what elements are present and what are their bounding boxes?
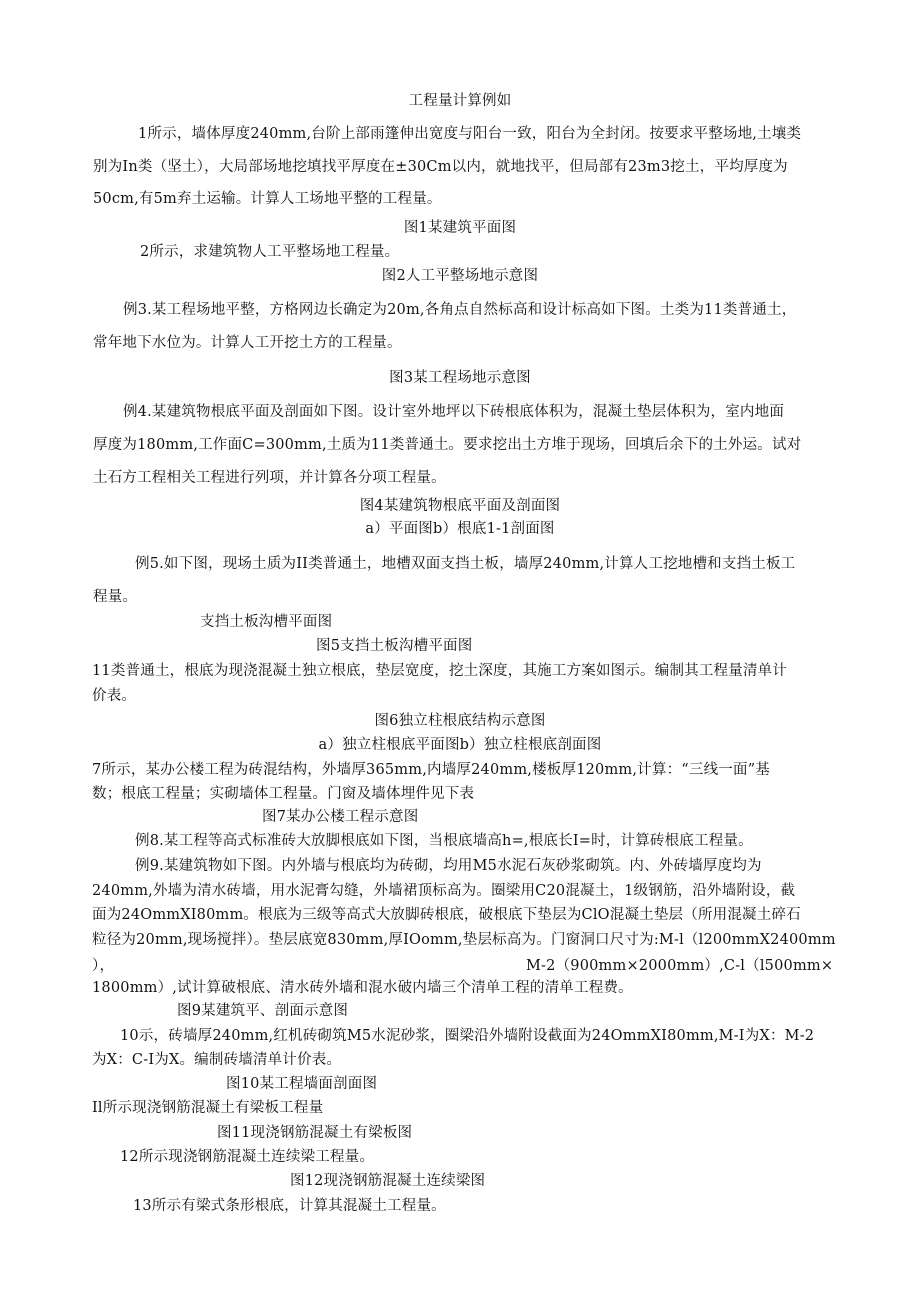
figure-caption: 图5支挡土板沟槽平面图 bbox=[316, 638, 473, 654]
text-line: 为X：C-I为X。编制砖墙清单计价表。 bbox=[92, 1052, 342, 1068]
text-line: Il所示现浇钢筋混凝土有梁板工程量 bbox=[92, 1100, 324, 1116]
text-line: 例4.某建筑物根底平面及剖面如下图。设计室外地坪以下砖根底体积为，混凝土垫层体积为，室内地面 bbox=[123, 404, 785, 420]
document-title: 工程量计算例如 bbox=[408, 93, 512, 109]
text-line: 粒径为20mm,现场搅拌）。垫层底宽830mm,厚IOomm,垫层标高为。门窗洞口尺寸为:M-l（l200mmX2400mm bbox=[92, 932, 836, 948]
text-line: 价表。 bbox=[92, 688, 137, 704]
figure-caption: 图1某建筑平面图 bbox=[403, 220, 517, 236]
text-line: 7所示，某办公楼工程为砖混结构，外墙厚365mm,内墙厚240mm,楼板厚120mm,计算：“三线一面”基 bbox=[92, 762, 771, 778]
text-line: 例8.某工程等高式标准砖大放脚根底如下图，当根底墙高h=,根底长I=时，计算砖根底工程量。 bbox=[135, 833, 753, 849]
text-line: 240mm,外墙为清水砖墙，用水泥膏勾缝，外墙裙顶标高为。圈梁用C20混凝土，1级钢筋，沿外墙附设，截 bbox=[92, 883, 796, 899]
text-line: 数；根底工程量；实砌墙体工程量。门窗及墙体埋件见下表 bbox=[92, 786, 475, 802]
text-line: 11类普通土，根底为现浇混凝土独立根底，垫层宽度，挖土深度，其施工方案如图示。编制其工程量清单计 bbox=[92, 663, 788, 679]
text-line: 1800mm）,试计算破根底、清水砖外墙和混水破内墙三个清单工程的清单工程费。 bbox=[92, 980, 633, 996]
text-line: 12所示现浇钢筋混凝土连续梁工程量。 bbox=[120, 1149, 375, 1165]
figure-caption: 图7某办公楼工程示意图 bbox=[262, 809, 419, 825]
figure-caption: 图4某建筑物根底平面及剖面图 bbox=[359, 498, 561, 514]
text-line: 例9.某建筑物如下图。内外墙与根底均为砖砌，均用M5水泥石灰砂浆砌筑。内、外砖墙厚度均为 bbox=[135, 858, 762, 874]
text-line: 面为24OmmXI80mm。根底为三级等高式大放脚砖根底，破根底下垫层为ClO混凝土垫层（所用混凝土碎石 bbox=[92, 907, 801, 923]
figure-caption: 图2人工平整场地示意图 bbox=[381, 268, 539, 284]
text-line: M-2（900mm×2000mm）,C-l（l500mm× bbox=[526, 958, 834, 974]
figure-caption: a）平面图b）根底1-1剖面图 bbox=[365, 521, 555, 537]
text-line: 程量。 bbox=[93, 589, 138, 605]
figure-caption: 图10某工程墙面剖面图 bbox=[226, 1076, 378, 1092]
text-line: 50cm,有5m弃土运输。计算人工场地平整的工程量。 bbox=[93, 191, 442, 207]
text-line: 13所示有梁式条形根底，计算其混凝土工程量。 bbox=[133, 1198, 446, 1214]
text-line: 例3.某工程场地平整，方格网边长确定为20m,各角点自然标高和设计标高如下图。土类为11类普通土， bbox=[123, 302, 797, 318]
text-line: 10示，砖墙厚240mm,红机砖砌筑M5水泥砂浆，圈梁沿外墙附设截面为24OmmXI80mm,M-I为X：M-2 bbox=[120, 1028, 815, 1044]
text-line: 2所示，求建筑物人工平整场地工程量。 bbox=[140, 244, 400, 260]
figure-label: 支挡土板沟槽平面图 bbox=[200, 614, 333, 630]
figure-caption: 图9某建筑平、剖面示意图 bbox=[177, 1003, 349, 1019]
text-line: 厚度为180mm,工作面C=300mm,土质为11类普通土。要求挖出土方堆于现场，回填后余下的土外运。试对 bbox=[93, 437, 802, 453]
text-line: 例5.如下图，现场土质为II类普通土，地槽双面支挡土板，墙厚240mm,计算人工挖地槽和支挡土板工 bbox=[135, 556, 796, 572]
text-line: 土石方工程相关工程进行列项，并计算各分项工程量。 bbox=[93, 470, 446, 486]
text-line: 常年地下水位为。计算人工开挖土方的工程量。 bbox=[93, 335, 402, 351]
figure-caption: 图12现浇钢筋混凝土连续梁图 bbox=[290, 1173, 486, 1189]
figure-caption: 图6独立柱根底结构示意图 bbox=[374, 713, 546, 729]
figure-caption: 图3某工程场地示意图 bbox=[389, 370, 531, 386]
figure-caption: 图11现浇钢筋混凝土有梁板图 bbox=[217, 1125, 413, 1141]
figure-caption: a）独立柱根底平面图b）独立柱根底剖面图 bbox=[318, 737, 602, 753]
text-line: ）， bbox=[92, 958, 115, 974]
text-line: 1所示，墙体厚度240mm,台阶上部雨篷伸出宽度与阳台一致，阳台为全封闭。按要求平整场地,土壤类 bbox=[138, 126, 802, 142]
text-line: 别为In类（坚土），大局部场地挖填找平厚度在±30Cm以内，就地找平，但局部有23m3挖土，平均厚度为 bbox=[93, 159, 788, 175]
